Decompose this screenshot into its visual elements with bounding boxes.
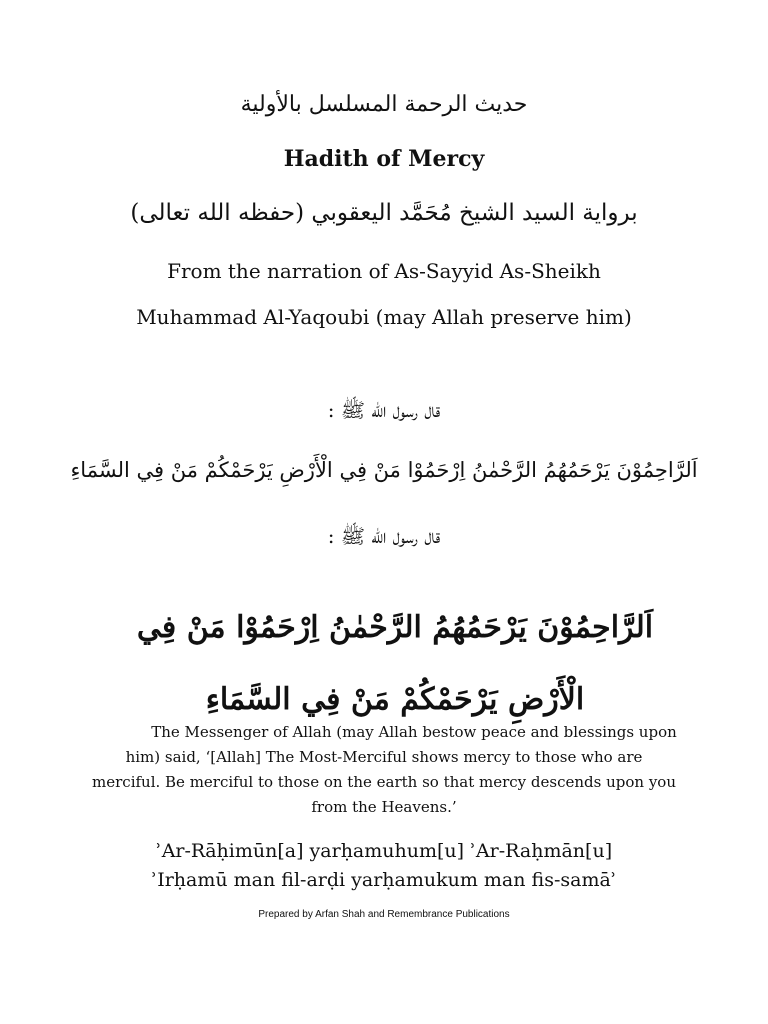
page-title: Hadith of Mercy	[283, 146, 485, 172]
hadith-arabic-calligraphy: اَلرَّاحِمُوْنَ يَرْحَمُهُمُ الرَّحْمٰنُ اِرْحَمُوْا مَنْ فِي الْأَرْضِ يَرْحَمْكُمْ مَنْ فِي السَّمَاءِ	[136, 610, 654, 717]
qaal-rasulullah-2: قال رسول الله ﷺ :	[327, 524, 441, 548]
arabic-title: حديث الرحمة المسلسل بالأولية	[240, 92, 528, 117]
english-translation: The Messenger of Allah (may Allah bestow peace and blessings upon him) said, ‘[Allah] The Most-Merciful shows mercy to those who are merciful. Be merciful to those on the earth so that mercy descends upon you from the Heavens.’	[92, 723, 677, 816]
transliteration-line-1: ʾAr-Rāḥimūn[a] yarḥamuhum[u] ʾAr-Raḥmān[u]	[155, 840, 613, 862]
narration-line-1: From the narration of As-Sayyid As-Sheikh	[167, 259, 601, 283]
arabic-narration-line: برواية السيد الشيخ مُحَمَّد اليعقوبي (حفظه الله تعالى)	[130, 200, 638, 226]
narration-line-2: Muhammad Al-Yaqoubi (may Allah preserve him)	[136, 305, 632, 329]
credit-footer: Prepared by Arfan Shah and Remembrance Publications	[258, 909, 510, 920]
hadith-arabic-text: اَلرَّاحِمُوْنَ يَرْحَمُهُمُ الرَّحْمٰنُ اِرْحَمُوْا مَنْ فِي الْأَرْضِ يَرْحَمْكُمْ مَنْ فِي السَّمَاءِ	[70, 458, 698, 482]
qaal-rasulullah-1: قال رسول الله ﷺ :	[327, 398, 441, 422]
transliteration-line-2: ʾIrḥamū man fil-arḍi yarḥamukum man fis-samāʾ	[151, 869, 617, 891]
